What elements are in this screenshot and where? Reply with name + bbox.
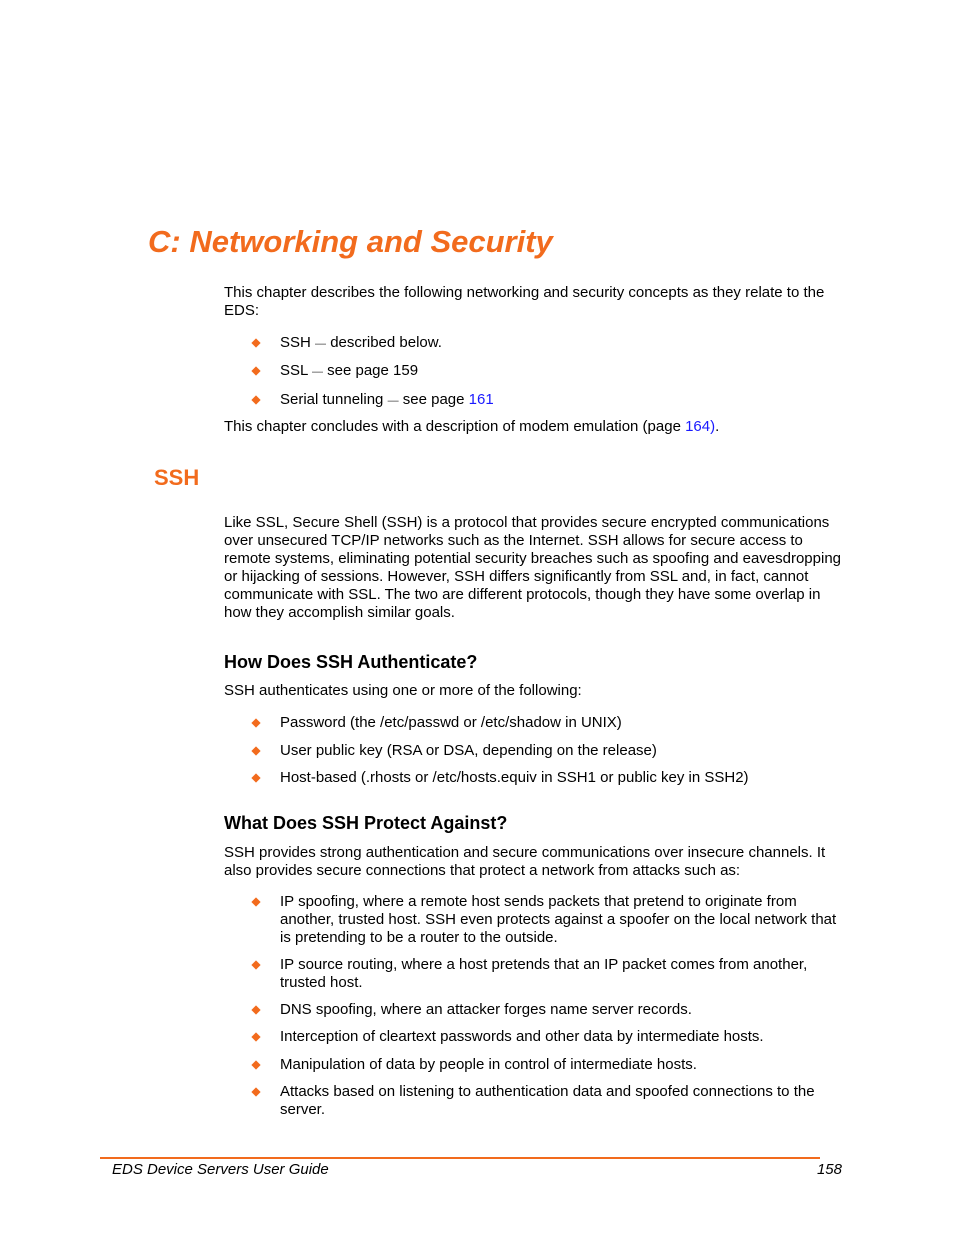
bullet-diamond-icon [251,395,260,404]
bullet-diamond-icon [251,1032,260,1041]
bullet-diamond-icon [251,1060,260,1069]
bullet-diamond-icon [251,773,260,782]
protect-intro: SSH provides strong authentication and secure communications over insecure channels. It also provides secure connections that protect a network from attacks such as: [224,844,826,879]
page-164-link[interactable]: 164) [685,418,716,435]
auth-heading: How Does SSH Authenticate? [224,652,478,672]
chapter-conclusion: This chapter concludes with a description of modem emulation (page 164). [224,418,720,435]
auth-intro: SSH authenticates using one or more of the following: [224,682,582,699]
footer-divider [100,1157,820,1159]
bullet-diamond-icon [251,1087,260,1096]
bullet-diamond-icon [251,960,260,969]
section-title-ssh: SSH [154,465,200,490]
ssh-description: Like SSL, Secure Shell (SSH) is a protocol that provides secure encrypted communications over unsecured TCP/IP networks such as the Internet. SSH allows for secure access to remote systems, eliminating potential security breaches such as spoofing and eavesdropping or hijacking of sessions. However, SSH differs significantly from SSL and, in fact, cannot communicate with SSL. The two are different protocols, though they have some overlap in how they accomplish similar goals. [224,514,842,621]
footer-title: EDS Device Servers User Guide [112,1161,329,1178]
page-161-link[interactable]: 161 [468,391,494,408]
bullet-diamond-icon [251,746,260,755]
chapter-title: C: Networking and Security [148,224,553,259]
bullet-diamond-icon [251,366,260,375]
chapter-intro: This chapter describes the following networking and security concepts as they relate to the EDS: [224,284,825,319]
bullet-diamond-icon [251,897,260,906]
protect-heading: What Does SSH Protect Against? [224,813,508,833]
bullet-diamond-icon [251,1005,260,1014]
bullet-diamond-icon [251,338,260,347]
bullet-diamond-icon [251,718,260,727]
page-number: 158 [816,1161,842,1178]
